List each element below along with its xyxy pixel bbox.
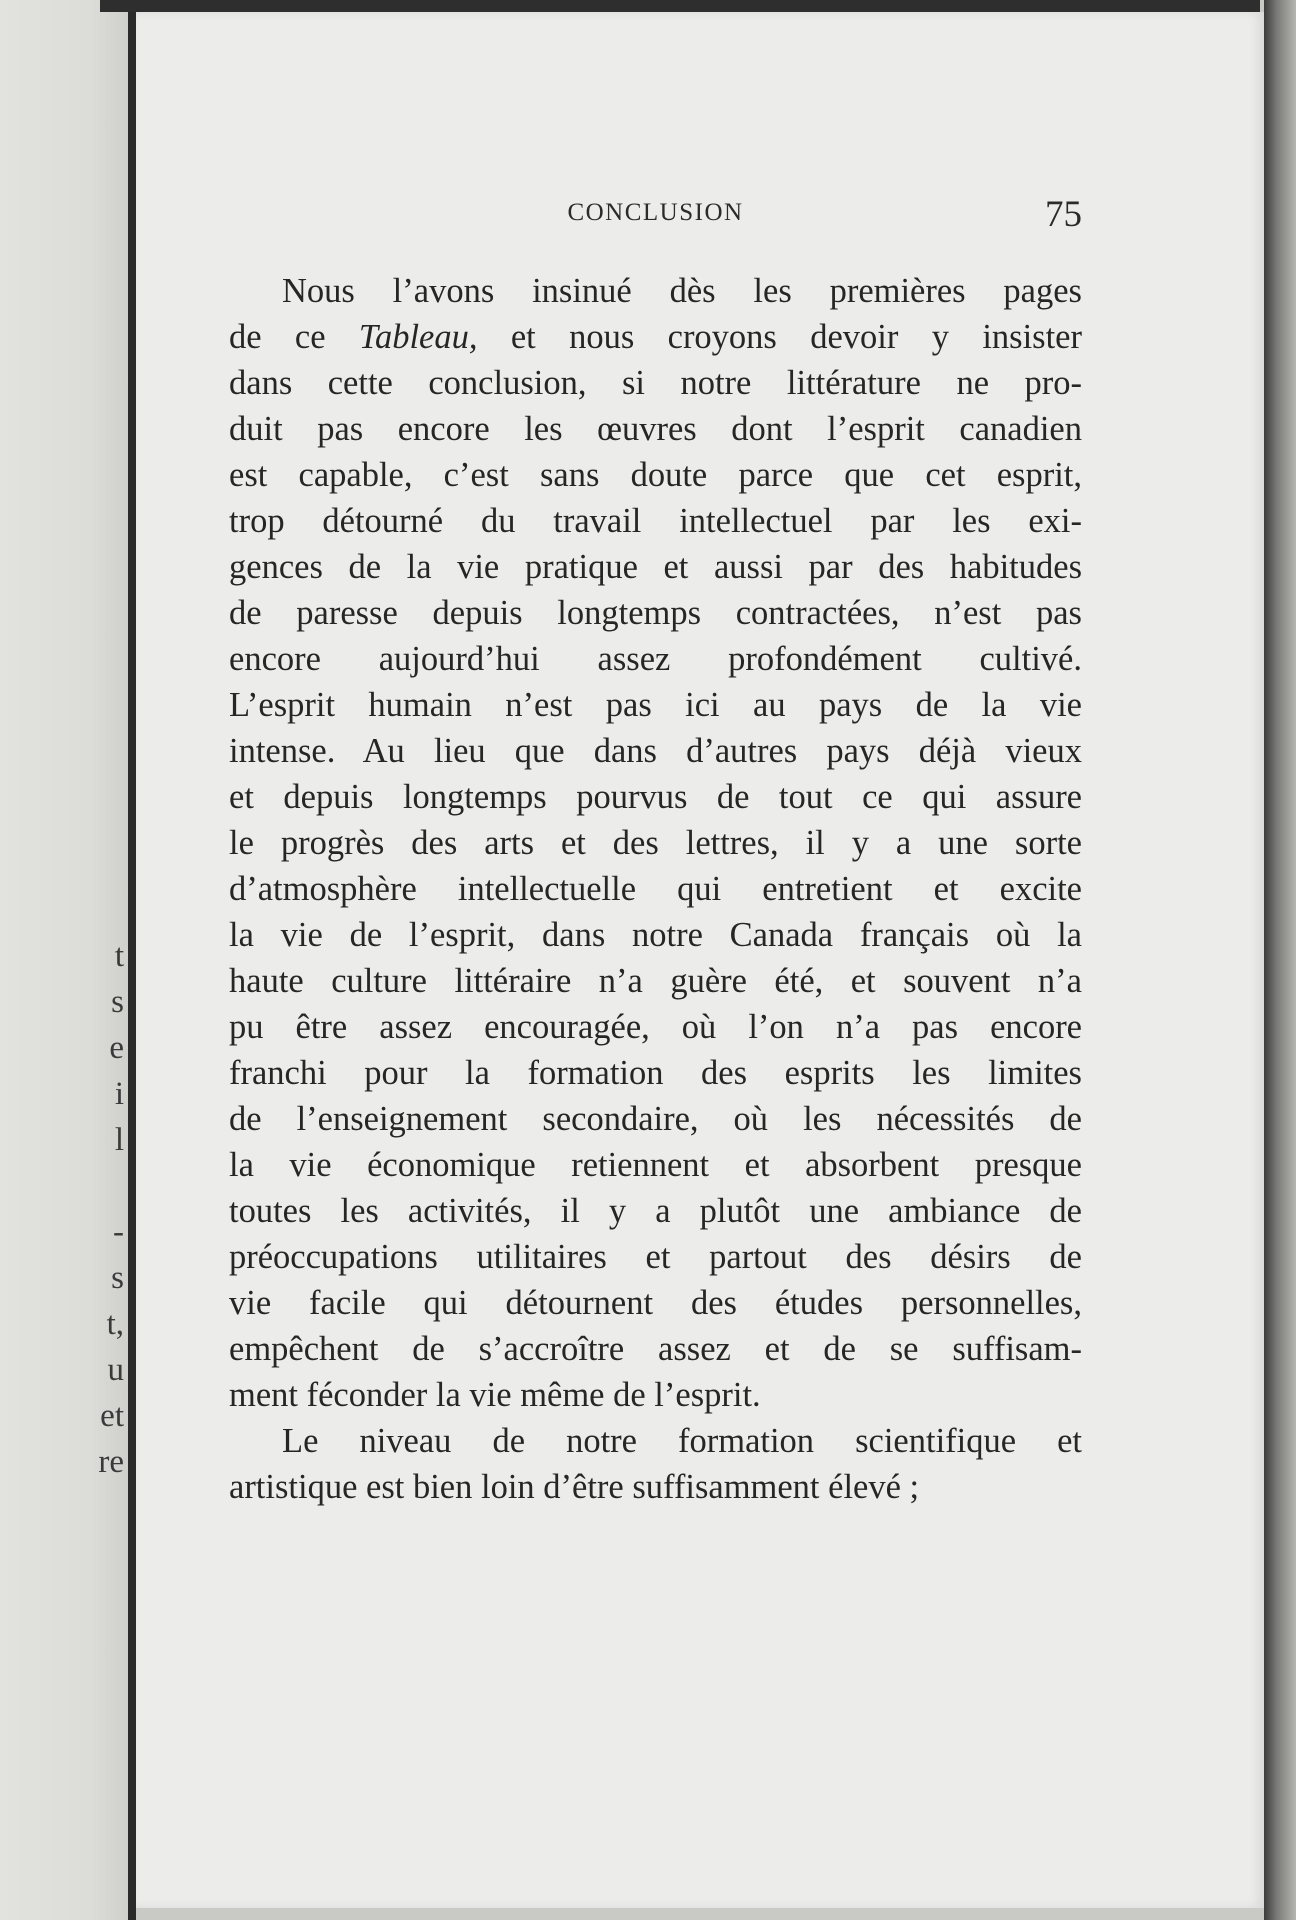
text-line: toutes les activités, il y a plutôt une ambiance de <box>229 1192 1082 1230</box>
text-line: pu être assez encouragée, où l’on n’a pas encore <box>229 1008 1082 1046</box>
top-border <box>100 0 1260 12</box>
left-page-fragment: s <box>111 984 124 1020</box>
paragraph <box>229 268 1082 1418</box>
text-line: vie facile qui détournent des études personnelles, <box>229 1284 1082 1322</box>
text-line: dans cette conclusion, si notre littérature ne pro- <box>229 364 1082 402</box>
left-page-fragment: t, <box>106 1306 124 1342</box>
text-line: intense. Au lieu que dans d’autres pays déjà vieux <box>229 732 1082 770</box>
text-line: L’esprit humain n’est pas ici au pays de la vie <box>229 686 1082 724</box>
left-page-fragment: e <box>109 1030 124 1066</box>
text-line: haute culture littéraire n’a guère été, et souvent n’a <box>229 962 1082 1000</box>
running-head <box>229 193 1082 237</box>
text-line: de ce Tableau, et nous croyons devoir y insister <box>229 318 1082 356</box>
text-line: de l’enseignement secondaire, où les nécessités de <box>229 1100 1082 1138</box>
text-line: ment féconder la vie même de l’esprit. <box>229 1376 761 1414</box>
text-line: Le niveau de notre formation scientifique et <box>282 1422 1082 1460</box>
text-line: trop détourné du travail intellectuel par les exi- <box>229 502 1082 540</box>
left-page-fragment: i <box>114 1076 124 1112</box>
text-line: empêchent de s’accroître assez et de se suffisam- <box>229 1330 1082 1368</box>
text-line: de paresse depuis longtemps contractées, n’est pas <box>229 594 1082 632</box>
left-page-fragment: s <box>111 1260 124 1296</box>
right-page-edge <box>1264 0 1296 1920</box>
left-page-edge <box>0 0 128 1920</box>
left-page-fragment: - <box>113 1214 124 1250</box>
book-gutter <box>128 0 136 1920</box>
text-line: duit pas encore les œuvres dont l’esprit canadien <box>229 410 1082 448</box>
paragraph <box>229 1418 1082 1510</box>
text-line: préoccupations utilitaires et partout des désirs de <box>229 1238 1082 1276</box>
text-line: encore aujourd’hui assez profondément cultivé. <box>229 640 1082 678</box>
text-line: franchi pour la formation des esprits les limites <box>229 1054 1082 1092</box>
text-line: gences de la vie pratique et aussi par des habitudes <box>229 548 1082 586</box>
text-line: le progrès des arts et des lettres, il y a une sorte <box>229 824 1082 862</box>
running-title: CONCLUSION <box>567 199 744 226</box>
page-number: 75 <box>1045 194 1082 235</box>
left-page-fragment: t <box>114 938 124 974</box>
body-text <box>229 268 1082 1510</box>
text-line: est capable, c’est sans doute parce que cet esprit, <box>229 456 1082 494</box>
text-line: artistique est bien loin d’être suffisamment élevé ; <box>229 1468 920 1506</box>
text-line: la vie économique retiennent et absorbent presque <box>229 1146 1082 1184</box>
left-page-fragment: re <box>98 1444 124 1480</box>
text-line: et depuis longtemps pourvus de tout ce qui assure <box>229 778 1082 816</box>
left-page-fragment: et <box>100 1398 124 1434</box>
left-page-fragment: u <box>107 1352 124 1388</box>
text-line: d’atmosphère intellectuelle qui entretient et excite <box>229 870 1082 908</box>
text-line: Nous l’avons insinué dès les premières pages <box>282 272 1082 310</box>
left-page-fragment: l <box>114 1122 124 1158</box>
italic-title: Tableau, <box>358 318 478 356</box>
text-line: la vie de l’esprit, dans notre Canada français où la <box>229 916 1082 954</box>
